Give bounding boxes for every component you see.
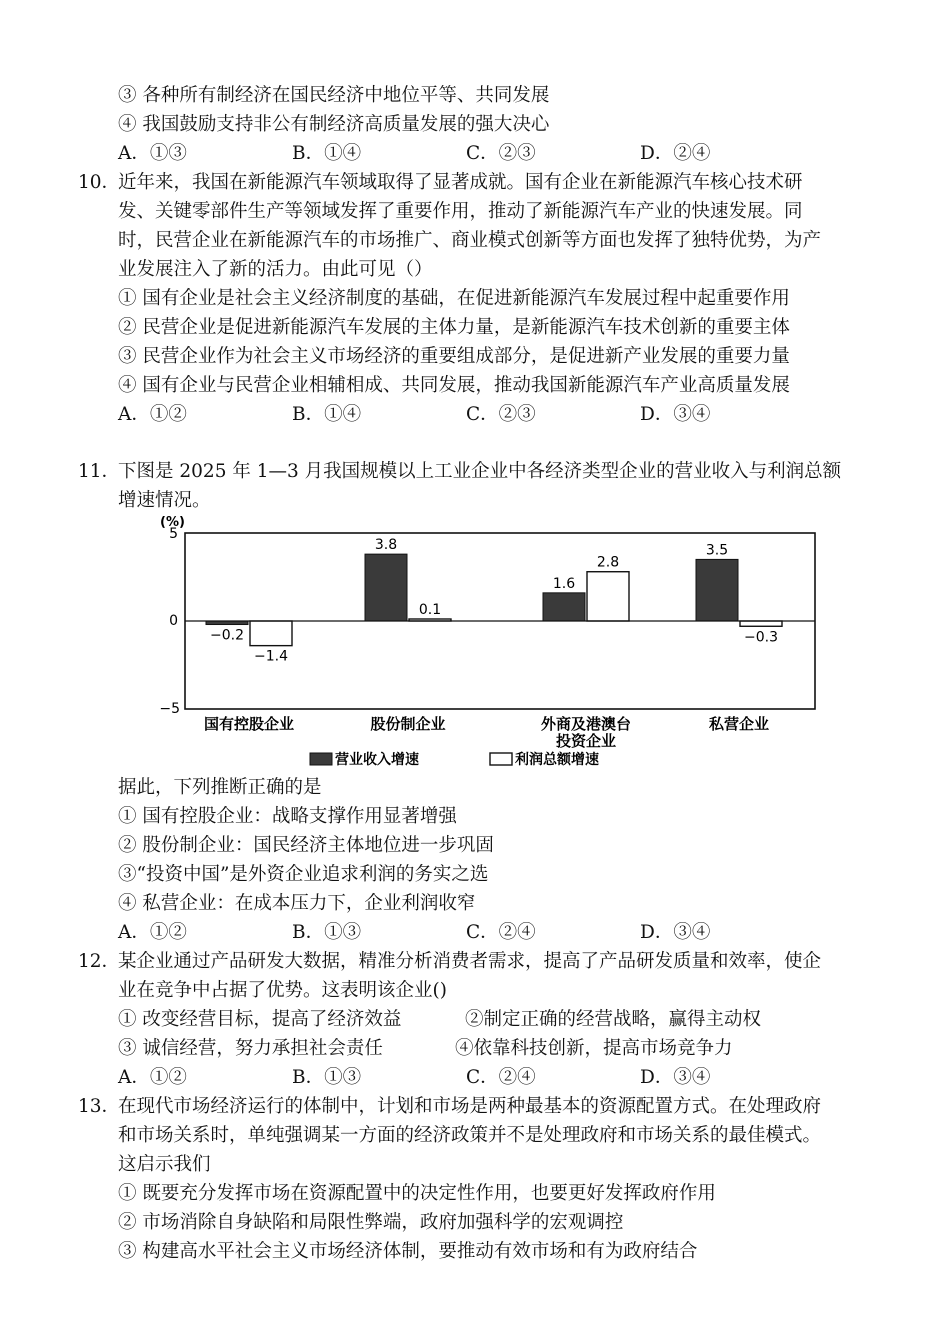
q11-option-d: D．③④ xyxy=(640,922,711,943)
bar-profit-state-owned xyxy=(250,621,292,646)
q10-number: 10． xyxy=(78,172,121,193)
value-label-revenue-state-owned: −0.2 xyxy=(210,627,244,644)
q13-stem-line-3: 这启示我们 xyxy=(118,1154,211,1175)
y-tick-label-bottom: −5 xyxy=(159,701,180,717)
q13-item-1: ① 既要充分发挥市场在资源配置中的决定性作用，也要更好发挥政府作用 xyxy=(118,1183,716,1204)
q12-number: 12． xyxy=(78,951,121,972)
y-tick-label-zero: 0 xyxy=(169,613,178,629)
bar-profit-private xyxy=(740,621,782,626)
q10-stem-line-1: 近年来，我国在新能源汽车领域取得了显著成就。国有企业在新能源汽车核心技术研 xyxy=(118,172,803,193)
q10-stem-line-4: 业发展注入了新的活力。由此可见（） xyxy=(118,259,433,280)
q12-option-d: D．③④ xyxy=(640,1067,711,1088)
q13-stem-line-1: 在现代市场经济运行的体制中，计划和市场是两种最基本的资源配置方式。在处理政府 xyxy=(118,1096,822,1117)
q10-item-3: ③ 民营企业作为社会主义市场经济的重要组成部分，是促进新产业发展的重要力量 xyxy=(118,346,790,367)
value-label-profit-joint-stock: 0.1 xyxy=(418,602,442,618)
q11-number: 11． xyxy=(78,461,121,482)
category-label-state-owned: 国有控股企业 xyxy=(203,715,295,733)
q11-item-3: ③“投资中国”是外资企业追求利润的务实之选 xyxy=(118,864,489,885)
q12-item-1: ① 改变经营目标，提高了经济效益 xyxy=(118,1009,402,1030)
category-label-joint-stock: 股份制企业 xyxy=(370,715,446,733)
q12-stem-line-2: 业在竞争中占据了优势。这表明该企业() xyxy=(118,980,447,1001)
q13-item-2: ② 市场消除自身缺陷和局限性弊端，政府加强科学的宏观调控 xyxy=(118,1212,624,1233)
q13-number: 13． xyxy=(78,1096,121,1117)
q10-item-1: ① 国有企业是社会主义经济制度的基础，在促进新能源汽车发展过程中起重要作用 xyxy=(118,288,790,309)
category-label-private: 私营企业 xyxy=(708,715,770,733)
value-label-revenue-private: 3.5 xyxy=(705,542,729,559)
value-label-profit-private: −0.3 xyxy=(744,629,778,646)
y-tick-label-top: 5 xyxy=(169,526,178,542)
q11-option-c: C．②④ xyxy=(466,922,536,943)
q10-stem-line-2: 发、关键零部件生产等领域发挥了重要作用，推动了新能源汽车产业的快速发展。同 xyxy=(118,201,803,222)
value-label-revenue-joint-stock: 3.8 xyxy=(374,537,398,554)
q10-stem-line-3: 时，民营企业在新能源汽车的市场推广、商业模式创新等方面也发挥了独特优势，为产 xyxy=(118,230,822,251)
q11-item-4: ④ 私营企业：在成本压力下，企业利润收窄 xyxy=(118,893,476,914)
q10-item-4: ④ 国有企业与民营企业相辅相成、共同发展，推动我国新能源汽车产业高质量发展 xyxy=(118,375,790,396)
q12-option-c: C．②④ xyxy=(466,1067,536,1088)
q11-prompt: 据此，下列推断正确的是 xyxy=(118,777,322,798)
q12-stem-line-1: 某企业通过产品研发大数据，精准分析消费者需求，提高了产品研发质量和效率，使企 xyxy=(118,951,822,972)
legend-label-profit: 利润总额增速 xyxy=(515,752,599,768)
legend-swatch-revenue xyxy=(310,753,332,765)
q10-item-2: ② 民营企业是促进新能源汽车发展的主体力量，是新能源汽车技术创新的重要主体 xyxy=(118,317,790,338)
q12-item-3: ③ 诚信经营，努力承担社会责任 xyxy=(118,1038,383,1059)
category-label-foreign-line-1: 外商及港澳台 xyxy=(540,715,632,733)
q9-option-b: B．①④ xyxy=(292,143,362,164)
value-label-profit-foreign: 2.8 xyxy=(596,554,620,571)
q13-item-3: ③ 构建高水平社会主义市场经济体制，要推动有效市场和有为政府结合 xyxy=(118,1241,698,1262)
q11-item-1: ① 国有控股企业：战略支撑作用显著增强 xyxy=(118,806,457,827)
bar-revenue-joint-stock xyxy=(365,554,407,621)
q13-stem-line-2: 和市场关系时，单纯强调某一方面的经济政策并不是处理政府和市场关系的最佳模式。 xyxy=(118,1125,822,1146)
legend-swatch-profit xyxy=(490,753,512,765)
value-label-profit-state-owned: −1.4 xyxy=(254,648,288,665)
bar-revenue-private xyxy=(696,559,738,621)
q10-option-c: C．②③ xyxy=(466,404,536,425)
q11-option-b: B．①③ xyxy=(292,922,362,943)
q12-item-2: ②制定正确的经营战略，赢得主动权 xyxy=(465,1009,762,1030)
q10-option-a: A．①② xyxy=(118,404,187,425)
q10-option-d: D．③④ xyxy=(640,404,711,425)
y-axis-label: (%) xyxy=(160,515,185,530)
growth-bar-chart xyxy=(150,512,830,774)
bar-profit-foreign xyxy=(587,572,629,621)
q11-item-2: ② 股份制企业：国民经济主体地位进一步巩固 xyxy=(118,835,494,856)
q9-item-3: ③ 各种所有制经济在国民经济中地位平等、共同发展 xyxy=(118,85,550,106)
q11-option-a: A．①② xyxy=(118,922,187,943)
bar-revenue-foreign xyxy=(543,593,585,621)
q11-stem-line-1: 下图是 2025 年 1—3 月我国规模以上工业企业中各经济类型企业的营业收入与利润总额 xyxy=(118,461,842,482)
q9-item-4: ④ 我国鼓励支持非公有制经济高质量发展的强大决心 xyxy=(118,114,550,135)
category-label-foreign-line-2: 投资企业 xyxy=(555,732,617,750)
q9-option-a: A．①③ xyxy=(118,143,187,164)
legend-label-revenue: 营业收入增速 xyxy=(335,752,419,768)
value-label-revenue-foreign: 1.6 xyxy=(552,575,576,592)
q10-option-b: B．①④ xyxy=(292,404,362,425)
q9-option-c: C．②③ xyxy=(466,143,536,164)
q12-option-b: B．①③ xyxy=(292,1067,362,1088)
q9-option-d: D．②④ xyxy=(640,143,711,164)
q11-stem-line-2: 增速情况。 xyxy=(118,490,211,511)
q12-item-4: ④依靠科技创新，提高市场竞争力 xyxy=(455,1038,733,1059)
q12-option-a: A．①② xyxy=(118,1067,187,1088)
